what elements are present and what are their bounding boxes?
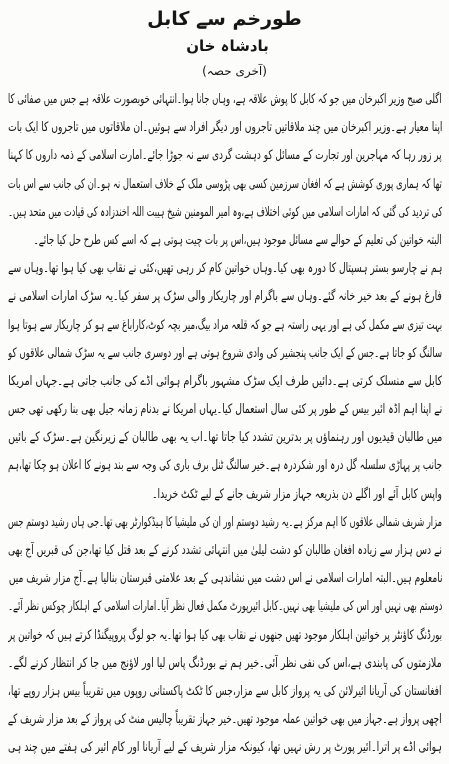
- text-line: [8, 422, 442, 450]
- text-line: [8, 704, 442, 732]
- text-line-content: بہت تیزی سے مکمل کی ہے اور یہی راستہ ہے جو کہ قلعہ مراد بیگ،میر بچہ کوٹ،کاراباغ سے ہو کر چاریکار سے ہوتا ہوا: [8, 317, 442, 333]
- paragraph: [8, 84, 442, 253]
- text-line: [8, 338, 442, 366]
- text-line: [8, 507, 442, 535]
- text-line: [8, 732, 442, 760]
- text-line-content: جانب پر پہاڑی سلسلہ گل درہ اور شکردرہ ہے۔خیر سالنگ ٹنل برف باری کی وجہ سے بند ہونے کا اعلان ہو چکا تھا،ہم: [8, 458, 442, 474]
- article-part-label: (آخری حصہ): [202, 64, 267, 78]
- text-line-content: بورڈنگ کاؤنٹر پر خواتین اہلکار موجود تھیں جنھوں نے نقاب بھی کیا ہوا تھا۔یہ جو لوگ پروپیگنڈا کرتے ہیں کہ خواتین پر: [8, 627, 442, 643]
- text-line: [8, 84, 442, 112]
- text-line: [8, 140, 442, 168]
- text-line-content: دوستم بھی نہیں اور اس کی ملیشیا بھی نہیں۔کابل ائیرپورٹ مکمل فعال نظر آیا۔امارات اسلامی کے اہلکار چوکس نظر آئے۔: [8, 599, 442, 615]
- text-line: [8, 281, 442, 309]
- text-line: [8, 479, 442, 507]
- text-line: [8, 197, 442, 225]
- text-line: [8, 112, 442, 140]
- text-line-content: اگلی صبح وزیر اکبرخان میں جو کہ کابل کا پوش علاقہ ہے، وہاں جانا ہوا۔انتہائی خوبصورت علاقہ ہے جس میں صفائی کا: [8, 92, 442, 107]
- text-line-content: ہم نے چارسو بستر ہسپتال کا دورہ بھی کیا۔وہاں خواتین کام کر رہی تھیں،کئی نے نقاب بھی کیا ہوا تھا۔وہاں سے: [8, 261, 442, 277]
- text-line: [8, 535, 442, 563]
- text-line-content: کابل سے منسلک کرتی ہے۔دائیں طرف ایک سڑک مشہور باگرام ہوائی اڈے کی جانب جاتی ہے۔جہاں امریکا: [8, 373, 442, 389]
- text-line: [8, 310, 442, 338]
- text-line-content: نامعلوم ہیں۔البتہ امارات اسلامی نے اس دشت میں نشاندہی کے بعد علامتی قبرستان بنالیا ہے۔آج مزار شریف میں: [8, 571, 442, 587]
- paragraph: [8, 507, 442, 761]
- paragraph: [8, 253, 442, 507]
- text-line: [8, 563, 442, 591]
- text-line: [8, 366, 442, 394]
- article-body: [8, 84, 442, 761]
- text-line-content: میں طالبان قیدیوں اور رہنماؤں پر بدترین تشدد کیا جاتا تھا۔اب یہ بھی طالبان کے زیرنگین ہے۔سڑک کے بائیں: [8, 430, 442, 446]
- author-byline: بادشاہ خان: [186, 37, 269, 55]
- text-line-content: البتہ خواتین کی تعلیم کے حوالے سے مسائل موجود ہیں،اس پر بات چیت ہوتی ہے کہ اسے کس طرح حل کیا جائے۔: [33, 232, 442, 248]
- article-title: طورخم سے کابل: [147, 8, 302, 30]
- text-line-content: مزار شریف شمالی علاقوں کا اہم مرکز ہے۔یہ رشید دوستم اور ان کی ملیشیا کا ہیڈکوارٹر بھی تھا۔جی ہاں رشید دوستم جس: [8, 514, 442, 530]
- text-line-content: پر زور رہا کہ مہاجرین اور تجارت کے مسائل کو دہشت گردی سے نہ جوڑا جائے۔امارت اسلامی کے ذمہ داروں کا کہنا: [8, 148, 442, 164]
- text-line: [8, 169, 442, 197]
- text-line-content: نے دس ہزار سے زیادہ افغان طالبان کو دشت لیلیٰ میں انتہائی تشدد کرنے کے بعد قتل کیا تھا،جن کی قبریں آج بھی: [8, 543, 442, 558]
- text-line-content: ہوائی اڈے پر اترا۔ائیر پورٹ پر رش نہیں تھا، کیونکہ مزار شریف کے لیے آریانا اور کام ائیر کی ہفتے میں چند ہی: [8, 740, 442, 756]
- text-line-content: افغانستان کی آریانا ائیرلائن کی یہ پرواز کابل سے مزار،جس کا ٹکٹ پاکستانی روپوں میں تقریباً بیس ہزار روپے تھا،: [8, 683, 442, 699]
- text-line: [8, 620, 442, 648]
- text-line: [8, 591, 442, 619]
- text-line-content: ملازمتوں کی پابندی ہے،اس کی نفی نظر آئی۔خیر ہم نے بورڈنگ پاس لیا اور لاؤنج میں جا کر انتظار کرنے لگے۔: [8, 655, 442, 671]
- text-line: [8, 648, 442, 676]
- text-line: [8, 253, 442, 281]
- text-line-content: کی تردید کی گئی کہ امارات اسلامی میں کوئی اختلاف ہے،وہ امیر المومنین شیخ ہیبت اللہ اخندزادہ کی قیادت میں متحد ہیں۔: [8, 204, 442, 220]
- text-line: [8, 450, 442, 478]
- text-line: [8, 225, 442, 253]
- text-line-content: تھا کہ ہماری پوری کوشش ہے کہ افغان سرزمین کسی بھی پڑوسی ملک کے خلاف استعمال نہ ہو۔ان کی جانب سے اس بات: [8, 176, 442, 192]
- text-line-content: سالنگ کو جاتا ہے۔جس کے ایک جانب پنجشیر کی وادی شروع ہوتی ہے اور دوسری جانب سے یہ سڑک شمالی علاقوں کو: [8, 345, 442, 361]
- text-line-content: اچھی پرواز ہے۔جہاز میں بھی خواتین عملہ موجود تھیں۔خیر جہاز تقریباً چالیس منٹ کی پرواز کے بعد مزار شریف کے: [8, 712, 442, 728]
- text-line-content: نے اپنا اہم اڈہ ائیر بیس کے طور پر کئی سال استعمال کیا۔یہاں امریکا نے بدنام زمانہ جیل بھی بنا رکھی تھی جس: [8, 402, 442, 418]
- text-line: [8, 676, 442, 704]
- text-line-content: فارغ ہونے کے بعد خیر خانہ گئے۔وہاں سے باگرام اور چاریکار والی سڑک پر سفر کیا۔یہ سڑک امارات اسلامی نے: [8, 289, 442, 305]
- text-line: [8, 394, 442, 422]
- text-line-content: اپنا معیار ہے۔وزیر اکبرخان میں چند ملاقاتیں تاجروں اور دیگر افراد سے ہوئیں۔ان ملاقاتوں میں تاجروں کا ایک بات: [8, 120, 442, 136]
- text-line-content: واپس کابل آئے اور اگلے دن بذریعہ جہاز مزار شریف جانے کے لیے ٹکٹ خریدا۔: [152, 486, 442, 502]
